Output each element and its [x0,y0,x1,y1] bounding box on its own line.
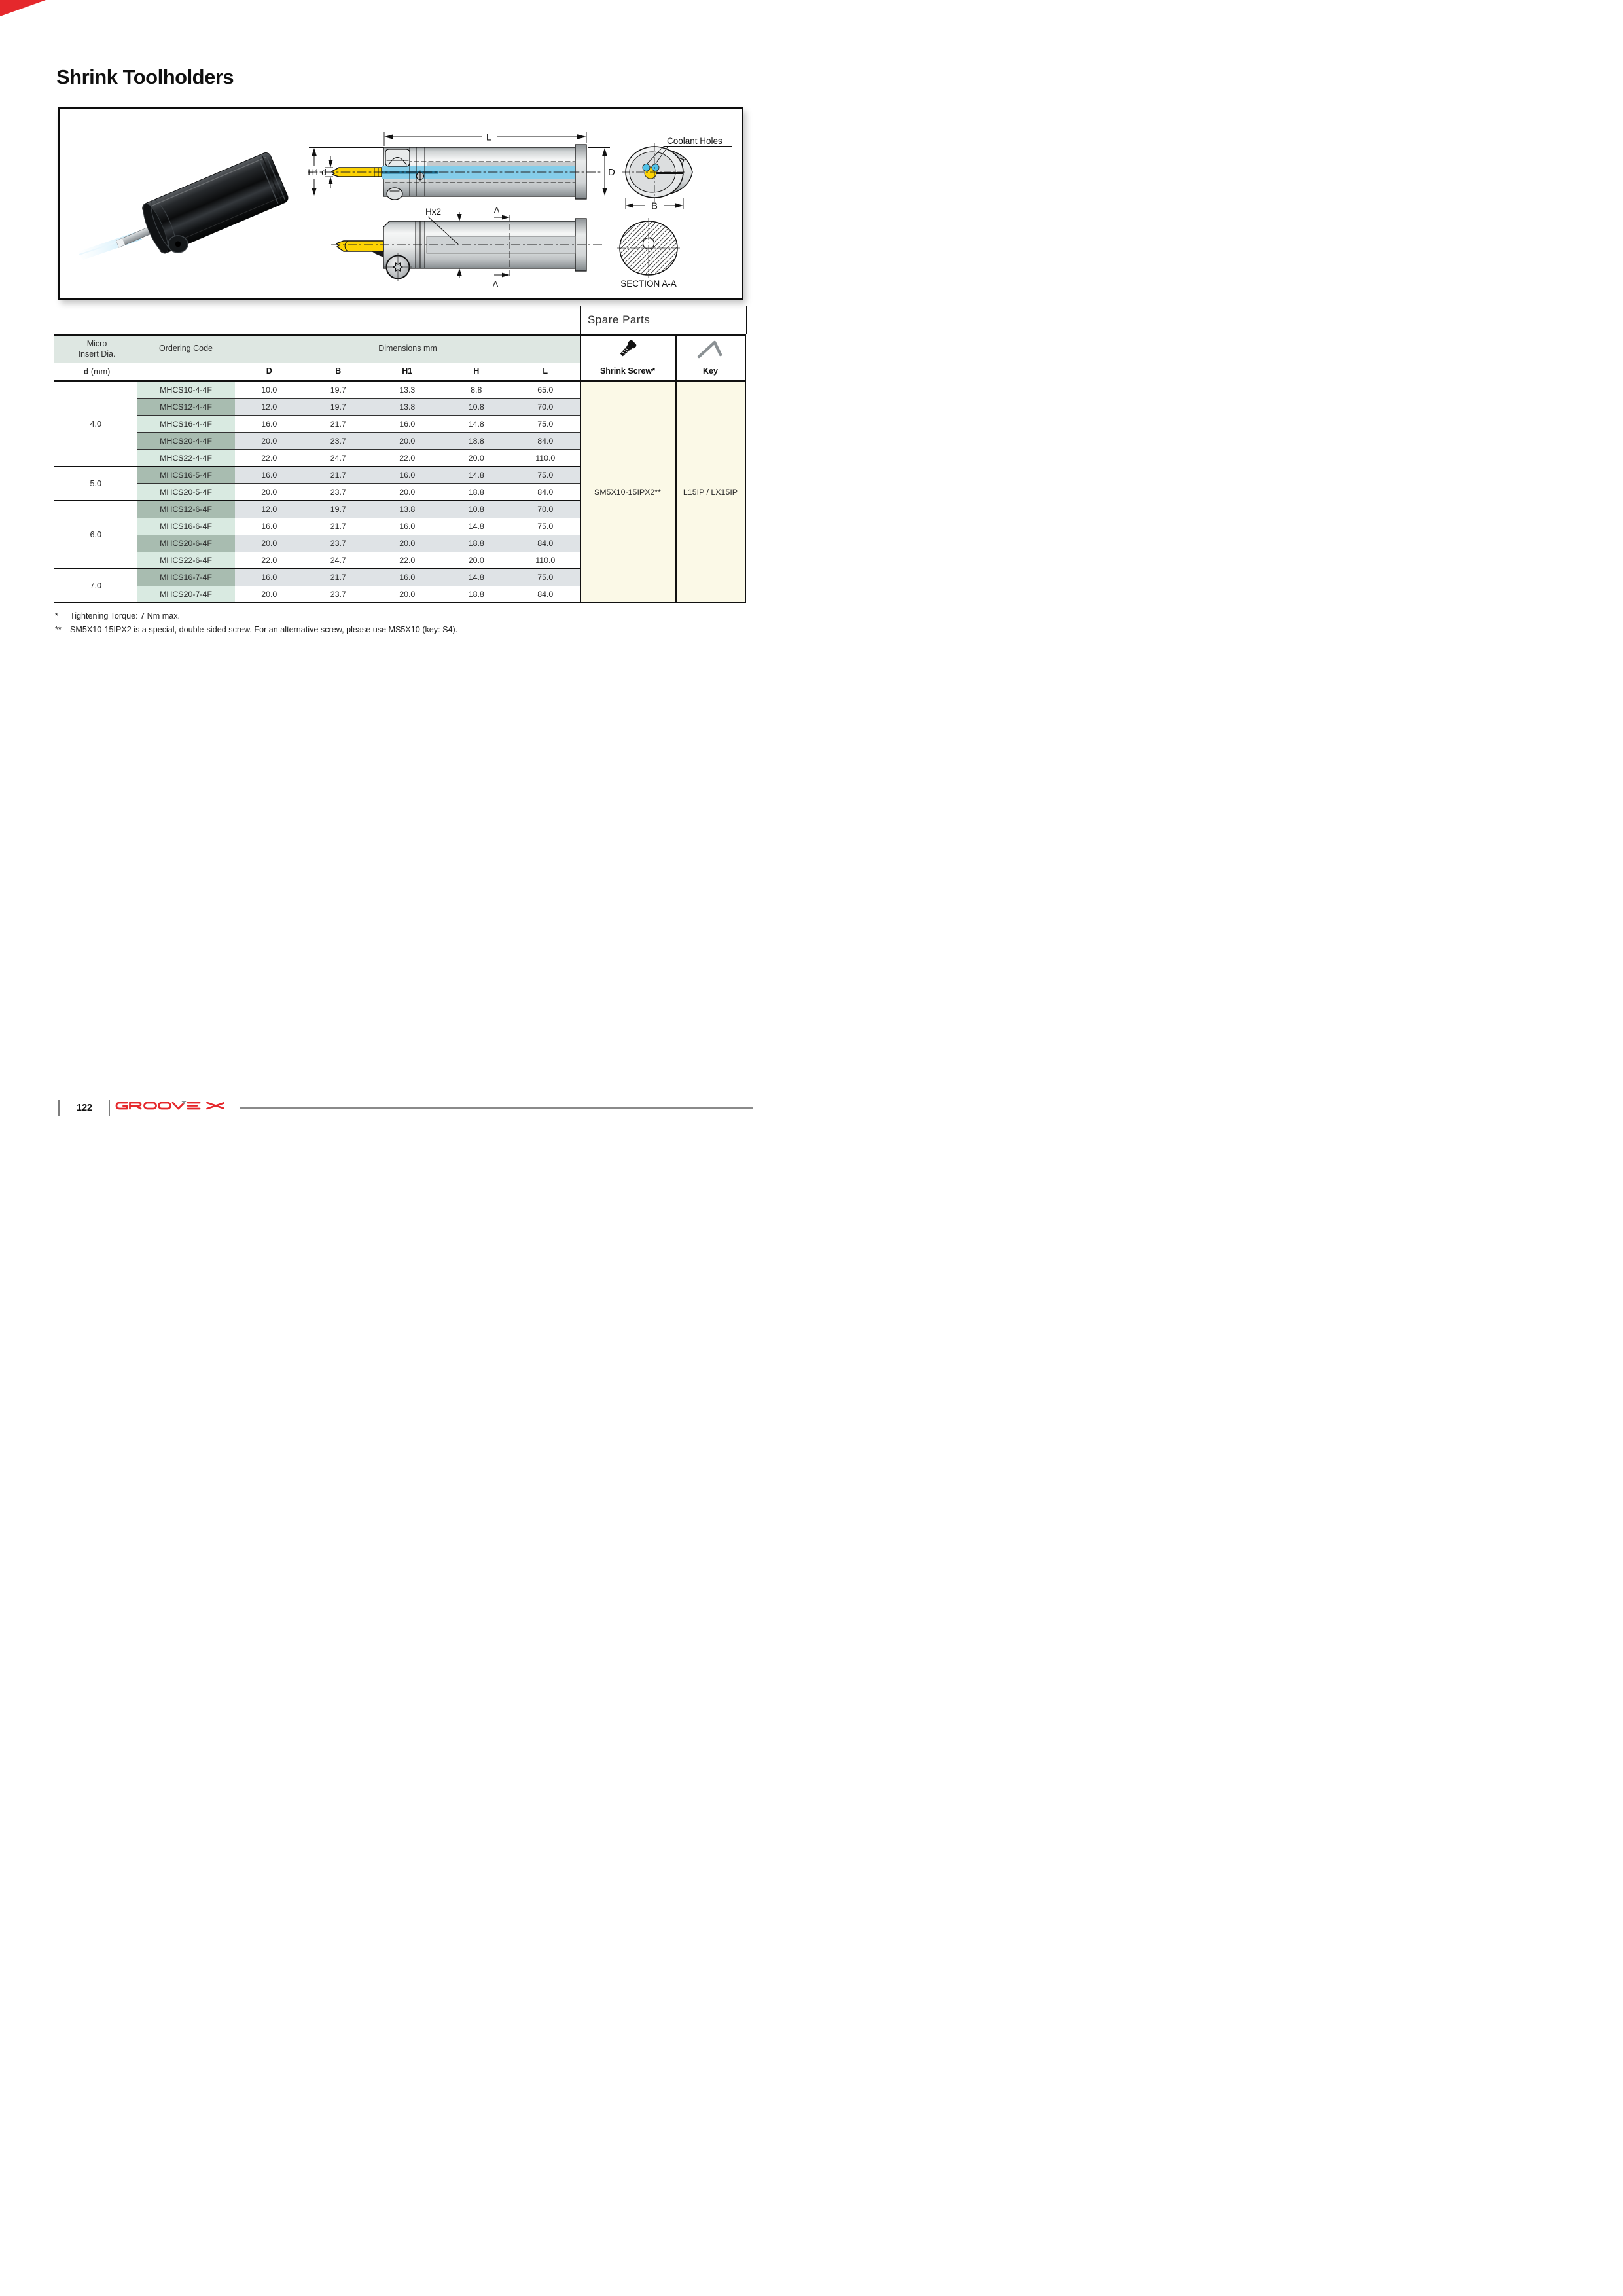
value-L: 70.0 [537,505,554,514]
table-row [235,450,580,467]
value-D: 10.0 [261,385,277,395]
value-L: 84.0 [537,436,554,446]
footer-bar-1 [58,1100,60,1116]
table-row [235,416,580,433]
col-header-H: H [473,367,480,376]
value-L: 75.0 [537,522,554,531]
col-header-L: L [543,367,548,376]
value-H1: 16.0 [399,419,416,429]
dim-label-H1: H1 [308,168,319,177]
footer-rule [240,1107,753,1109]
value-B: 19.7 [330,402,346,412]
dim-label-L: L [486,132,492,143]
technical-drawing-panel [58,107,743,300]
insert-dia-group-label: 4.0 [90,419,101,429]
value-B: 21.7 [330,522,346,531]
product-photo [77,151,289,269]
ordering-code-cell: MHCS22-4-4F [137,450,235,467]
value-B: 21.7 [330,419,346,429]
value-D: 16.0 [261,522,277,531]
table-row [235,535,580,552]
value-H1: 16.0 [399,470,416,480]
corner-marker [0,0,47,18]
col-header-D: D [266,367,272,376]
table-row [235,586,580,603]
col-header-ordering-code: Ordering Code [159,344,213,353]
value-H: 18.8 [468,436,484,446]
col-header-insert-dia: Micro Insert Dia. [78,339,116,359]
dim-label-Hx2: Hx2 [425,207,442,217]
ordering-code-cell: MHCS20-4-4F [137,433,235,450]
value-H: 18.8 [468,487,484,497]
spare-col-divider-2 [675,334,677,603]
insert-dia-group-label: 5.0 [90,478,101,488]
page-number: 122 [76,1103,93,1113]
col-header-d: d (mm) [83,367,111,376]
value-H: 14.8 [468,522,484,531]
value-L: 110.0 [535,453,556,463]
table-row [235,382,580,399]
table-bottom-rule [54,602,746,604]
table-row [235,484,580,501]
table-row [235,552,580,569]
table-right-rule [745,334,747,603]
value-H: 14.8 [468,419,484,429]
value-B: 23.7 [330,487,346,497]
spare-divider-left [580,306,581,334]
col-header-dimensions: Dimensions mm [378,344,437,353]
value-H1: 20.0 [399,539,416,548]
col-header-key: Key [703,367,718,376]
value-L: 75.0 [537,419,554,429]
product-table [54,334,746,603]
ordering-code-cell: MHCS12-4-4F [137,399,235,416]
value-B: 23.7 [330,590,346,600]
ordering-code-cell: MHCS20-5-4F [137,484,235,501]
value-L: 65.0 [537,385,554,395]
dim-label-D: D [608,167,615,178]
ordering-code-cell: MHCS20-7-4F [137,586,235,603]
value-B: 19.7 [330,505,346,514]
value-L: 84.0 [537,590,554,600]
value-L: 110.0 [535,556,556,565]
value-H: 18.8 [468,590,484,600]
footnote-1: * Tightening Torque: 7 Nm max. [55,611,180,620]
value-H: 10.8 [468,402,484,412]
value-H1: 13.3 [399,385,416,395]
value-H1: 16.0 [399,522,416,531]
value-H: 20.0 [468,556,484,565]
value-B: 21.7 [330,573,346,583]
ordering-code-cell: MHCS10-4-4F [137,382,235,399]
value-H: 8.8 [471,385,482,395]
spare-col-divider-1 [580,334,581,603]
insert-dia-group-label: 7.0 [90,581,101,591]
page-title: Shrink Toolholders [56,65,234,88]
value-B: 24.7 [330,556,346,565]
insert-dia-group-label: 6.0 [90,530,101,540]
value-L: 75.0 [537,573,554,583]
col-header-shrink-screw: Shrink Screw* [599,367,656,376]
value-H1: 13.8 [399,505,416,514]
coolant-hole-right [652,164,659,171]
spare-divider-right [746,306,747,334]
catalog-page [0,0,812,1148]
table-row [235,467,580,484]
value-B: 23.7 [330,539,346,548]
value-B: 24.7 [330,453,346,463]
section-arrow-bottom-label: A [492,279,499,289]
ordering-code-cell: MHCS16-6-4F [137,518,235,535]
value-D: 12.0 [261,402,277,412]
value-H1: 20.0 [399,590,416,600]
end-view [622,136,732,212]
section-arrow-top-label: A [493,206,500,215]
col-header-H1: H1 [402,367,413,376]
value-B: 21.7 [330,470,346,480]
value-H1: 20.0 [399,487,416,497]
value-H: 14.8 [468,573,484,583]
value-D: 16.0 [261,419,277,429]
footer-bar-2 [109,1100,110,1116]
side-view-top [308,145,603,200]
header-mid-rule [54,363,746,364]
table-row [235,433,580,450]
value-H1: 16.0 [399,573,416,583]
value-H: 14.8 [468,470,484,480]
groovex-logo [115,1100,224,1111]
value-D: 20.0 [261,436,277,446]
section-label: SECTION A-A [620,279,677,289]
ordering-code-cell: MHCS22-6-4F [137,552,235,569]
value-D: 16.0 [261,470,277,480]
micro-insert-bottom [336,241,383,251]
value-H1: 22.0 [399,556,416,565]
value-B: 19.7 [330,385,346,395]
value-L: 70.0 [537,402,554,412]
value-D: 20.0 [261,539,277,548]
value-D: 22.0 [261,453,277,463]
value-L: 84.0 [537,539,554,548]
value-D: 16.0 [261,573,277,583]
table-row [235,518,580,535]
value-B: 23.7 [330,436,346,446]
ordering-code-cell: MHCS20-6-4F [137,535,235,552]
value-D: 20.0 [261,487,277,497]
ordering-code-cell: MHCS16-7-4F [137,569,235,586]
value-H: 20.0 [468,453,484,463]
value-L: 84.0 [537,487,554,497]
coolant-holes-label: Coolant Holes [667,136,722,146]
value-L: 75.0 [537,470,554,480]
ordering-code-cell: MHCS16-4-4F [137,416,235,433]
toolholder-drawing [60,109,742,298]
table-body [54,334,746,603]
col-header-B: B [335,367,342,376]
value-D: 20.0 [261,590,277,600]
spare-screw-cell: SM5X10-15IPX2** [580,382,675,603]
header-bottom-rule [54,380,746,382]
table-row [235,569,580,586]
dim-label-B: B [651,200,658,212]
value-H: 18.8 [468,539,484,548]
ordering-code-cell: MHCS12-6-4F [137,501,235,518]
side-view-bottom [331,219,603,281]
table-row [235,399,580,416]
section-view [617,218,680,289]
value-H: 10.8 [468,505,484,514]
dim-label-d: d [321,168,327,177]
value-D: 12.0 [261,505,277,514]
value-H1: 22.0 [399,453,416,463]
footnote-2: ** SM5X10-15IPX2 is a special, double-sided screw. For an alternative screw, please use MS5X10 (key: S4). [55,625,458,634]
value-H1: 20.0 [399,436,416,446]
table-row [235,501,580,518]
spare-parts-title: Spare Parts [588,314,651,326]
table-top-rule [54,334,746,336]
spare-key-cell: L15IP / LX15IP [675,382,745,603]
value-H1: 13.8 [399,402,416,412]
value-D: 22.0 [261,556,277,565]
ordering-code-cell: MHCS16-5-4F [137,467,235,484]
coolant-hole-left [643,164,650,171]
